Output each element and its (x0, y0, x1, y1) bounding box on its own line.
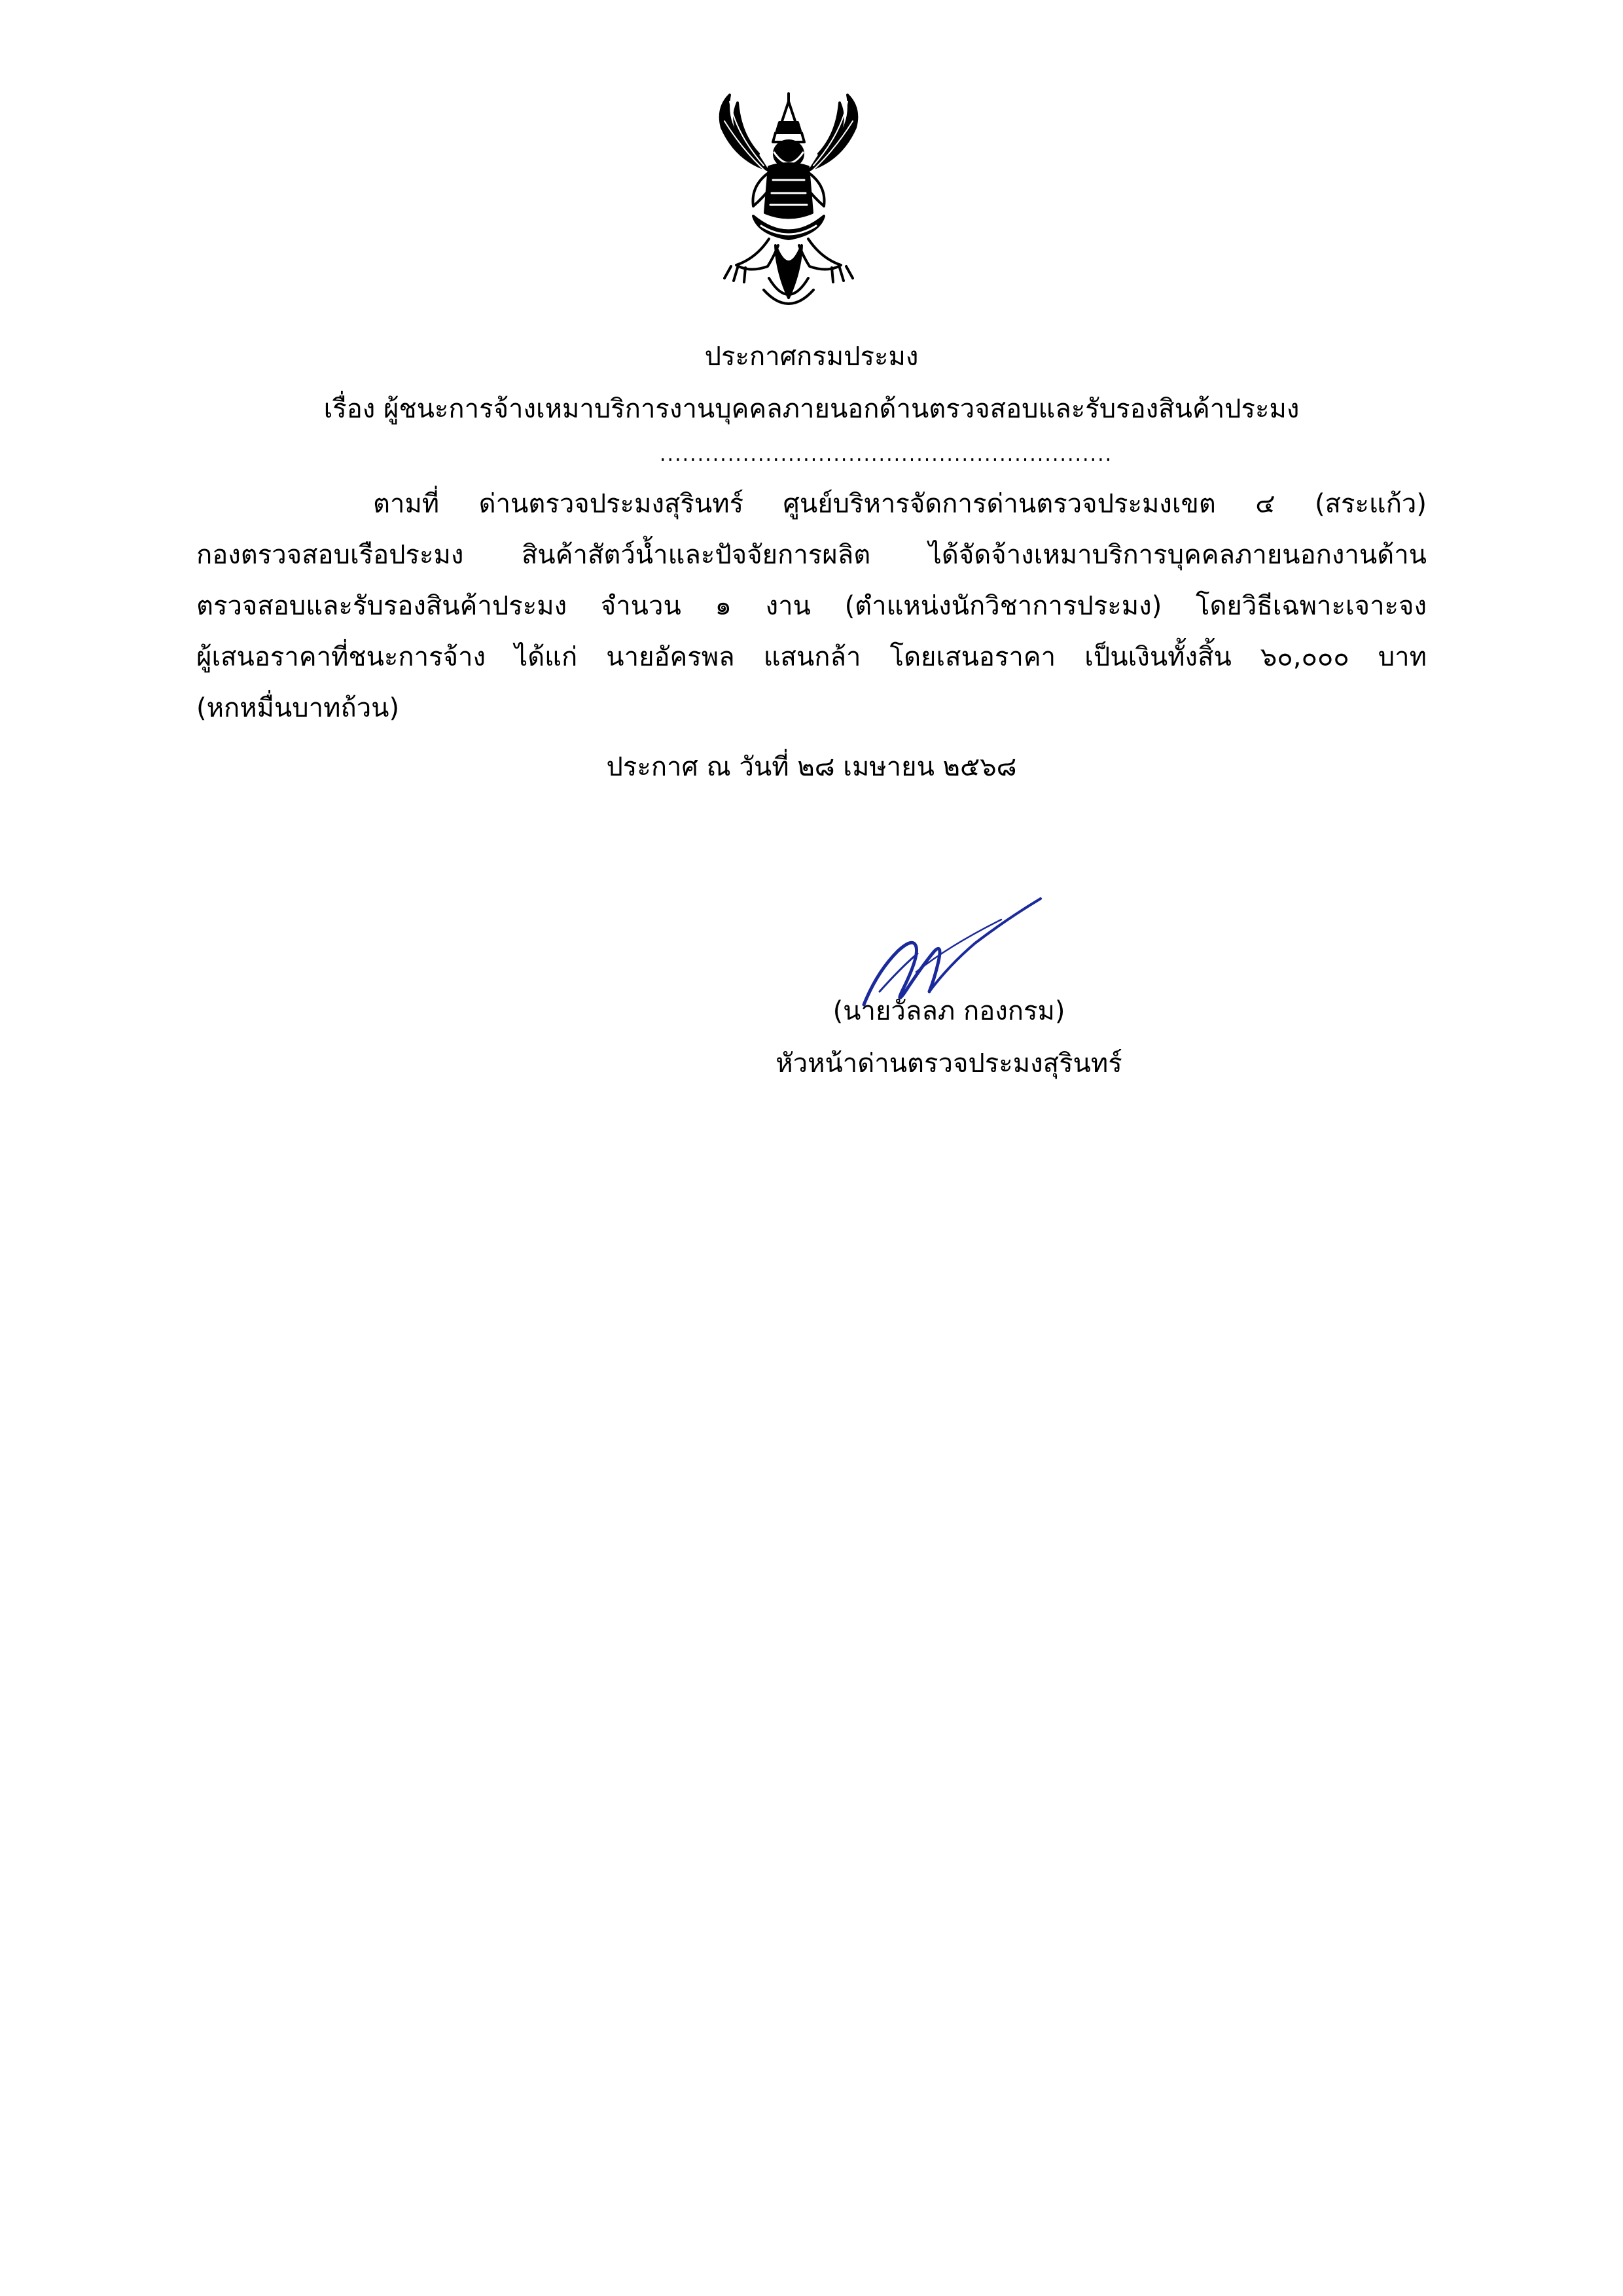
signer-position: หัวหน้าด่านตรวจประมงสุรินทร์ (776, 1049, 1122, 1079)
announcement-date: ประกาศ ณ วันที่ ๒๘ เมษายน ๒๕๖๘ (606, 752, 1017, 782)
body-line: กองตรวจสอบเรือประมง สินค้าสัตว์น้ำและปัจจัยการผลิต ได้จัดจ้างเหมาบริการบุคคลภายนอกงานด้าน (196, 540, 1427, 570)
garuda-emblem-icon (690, 82, 887, 317)
dotted-separator: ............................................................ (660, 443, 1113, 466)
body-line: (หกหมื่นบาทถ้วน) (196, 693, 400, 723)
body-line: ตามที่ ด่านตรวจประมงสุรินทร์ ศูนย์บริหารจัดการด่านตรวจประมงเขต ๔ (สระแก้ว) (373, 489, 1427, 519)
announcement-title: ประกาศกรมประมง (704, 342, 919, 372)
signer-name: (นายวัลลภ กองกรม) (832, 996, 1065, 1026)
body-line: ผู้เสนอราคาที่ชนะการจ้าง ได้แก่ นายอัครพล แสนกล้า โดยเสนอราคา เป็นเงินทั้งสิ้น ๖๐,๐๐๐ บาท (196, 642, 1427, 672)
announcement-subject: เรื่อง ผู้ชนะการจ้างเหมาบริการงานบุคคลภายนอกด้านตรวจสอบและรับรองสินค้าประมง (323, 394, 1300, 424)
body-line: ตรวจสอบและรับรองสินค้าประมง จำนวน ๑ งาน (ตำแหน่งนักวิชาการประมง) โดยวิธีเฉพาะเจาะจง (196, 591, 1427, 621)
